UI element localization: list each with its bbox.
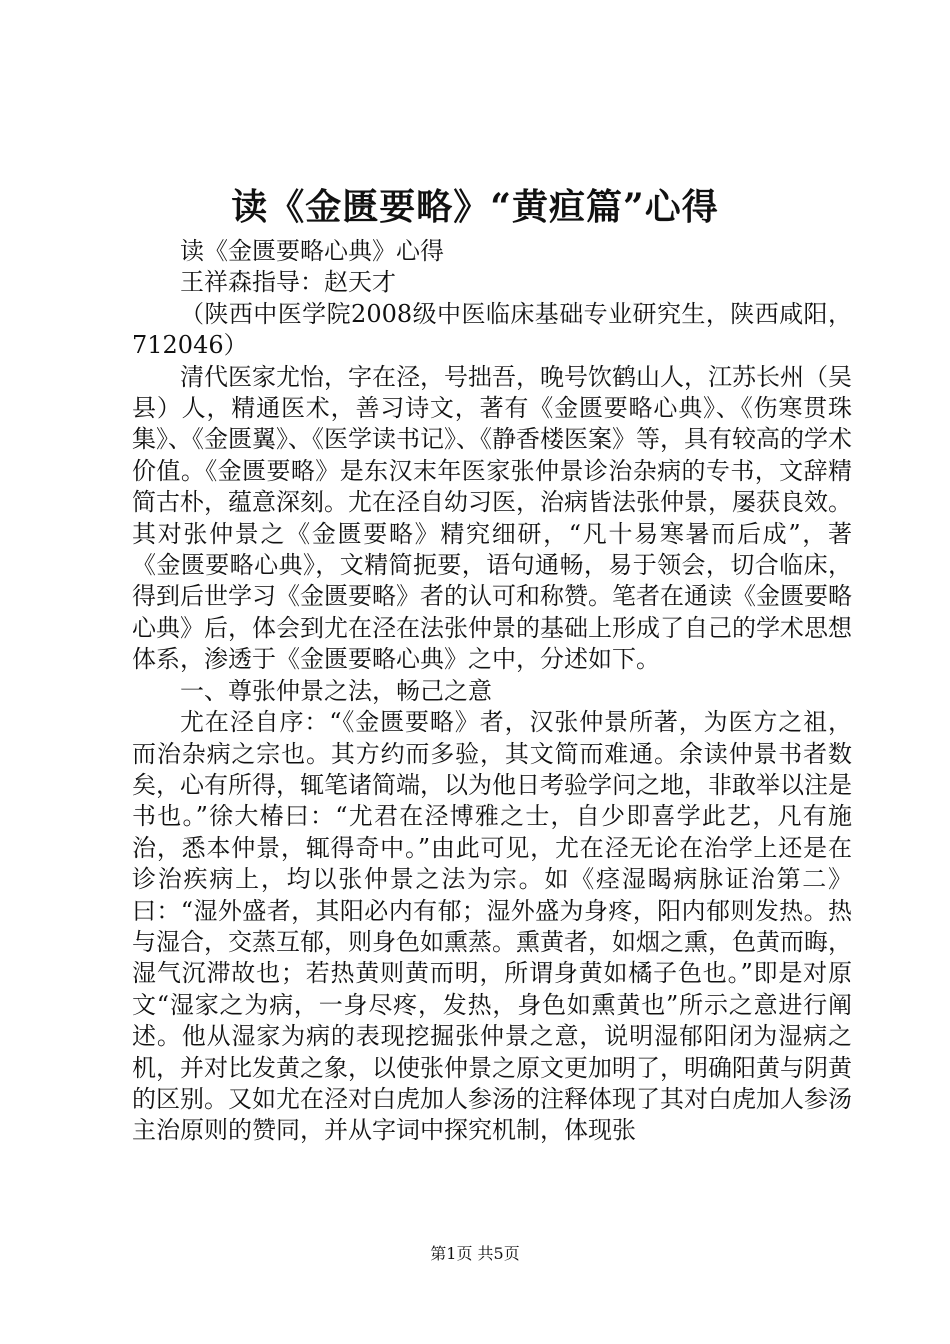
page-number: 第1页 共5页 [430, 1244, 520, 1263]
author-line: 王祥森指导：赵天才 [180, 268, 396, 297]
affiliation-line: （陕西中医学院2008级中医临床基础专业研究生，陕西咸阳，712046） [132, 299, 852, 360]
body-paragraph: 清代医家尤怡，字在泾，号拙吾，晚号饮鹤山人，江苏长州（吴县）人，精通医术，善习诗文，著有《金匮要略心典》、《伤寒贯珠集》、《金匮翼》、《医学读书记》、《静香楼医案》等，具有较高的学术价值。《金匮要略》是东汉末年医家张仲景诊治杂病的专书，文辞精简古朴，蕴意深刻。尤在泾自幼习医，治病皆法张仲景，屡获良效。其对张仲景之《金匮要略》精究细研，“凡十易寒暑而后成”，著《金匮要略心典》，文精简扼要，语句通畅，易于领会，切合临床，得到后世学习《金匮要略》者的认可和称赞。笔者在通读《金匮要略心典》后，体会到尤在泾在法张仲景的基础上形成了自己的学术思想体系，渗透于《金匮要略心典》之中，分述如下。 [132, 362, 852, 674]
section-heading: 一、尊张仲景之法，畅己之意 [180, 676, 492, 705]
document-title: 读《金匮要略》“黄疸篇”心得 [231, 186, 719, 228]
subtitle: 读《金匮要略心典》心得 [180, 237, 444, 265]
body-paragraph: 尤在泾自序：“《金匮要略》者，汉张仲景所著，为医方之祖，而治杂病之宗也。其方约而多验，其文简而难通。余读仲景书者数矣，心有所得，辄笔诸简端，以为他日考验学问之地，非敢举以注是书也。”徐大椿曰：“尤君在泾博雅之士，自少即喜学此艺，凡有施治，悉本仲景，辄得奇中。”由此可见，尤在泾无论在治学上还是在诊治疾病上，均以张仲景之法为宗。如《痉湿暍病脉证治第二》曰：“湿外盛者，其阳必内有郁；湿外盛为身疼，阳内郁则发热。热与湿合，交蒸互郁，则身色如熏蒸。熏黄者，如烟之熏，色黄而晦，湿气沉滞故也；若热黄则黄而明，所谓身黄如橘子色也。”即是对原文“湿家之为病，一身尽疼，发热，身色如熏黄也”所示之意进行阐述。他从湿家为病的表现挖掘张仲景之意，说明湿郁阳闭为湿病之机，并对比发黄之象，以使张仲景之原文更加明了，明确阳黄与阴黄的区别。又如尤在泾对白虎加人参汤的注释体现了其对白虎加人参汤主治原则的赞同，并从字词中探究机制，体现张 [132, 708, 852, 1145]
document-body [132, 236, 852, 1147]
